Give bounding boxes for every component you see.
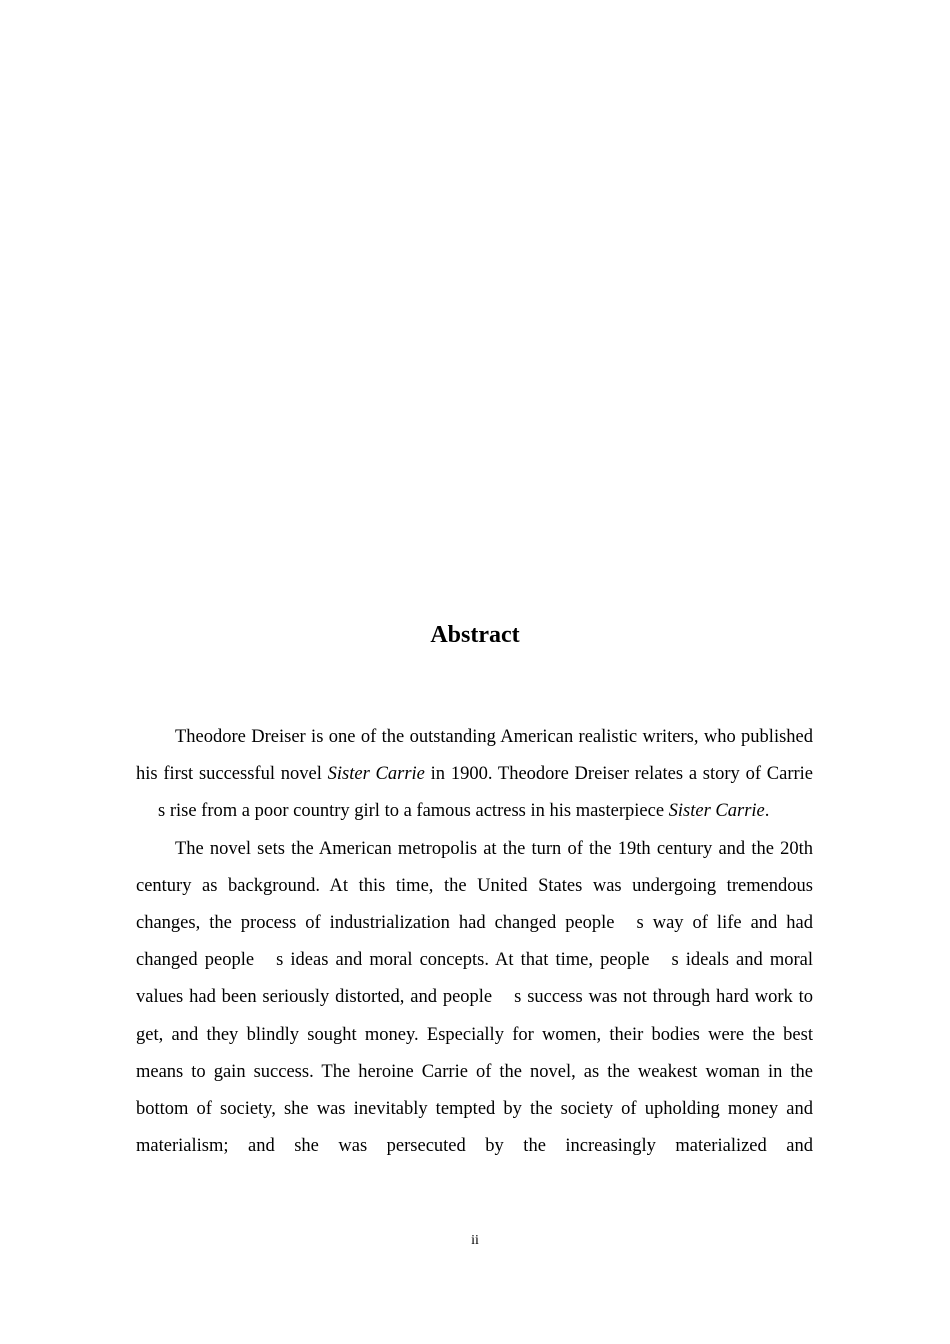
paragraph-2-text-1: The novel sets the American metropolis at the turn of the 19th century and the 20th century as background. At this time, the United States was undergoing tremendous changes, the process of industrialization had changed people (136, 838, 813, 934)
abstract-paragraph-2 (136, 831, 813, 1166)
paragraph-2-text-2: s way of life and had changed people (136, 913, 813, 971)
paragraph-1-text-1: Theodore Dreiser is one of the outstanding American realistic writers, who published his first successful novel (136, 727, 813, 785)
abstract-body (136, 719, 813, 1165)
paragraph-1-text-4: . (764, 801, 770, 822)
paragraph-2-text-4: s ideals and moral values had been seriously distorted, and people (136, 950, 813, 1008)
abstract-title: Abstract (430, 622, 520, 648)
paragraph-1-text-3: s rise from a poor country girl to a famous actress in his masterpiece (158, 801, 669, 822)
novel-title-italic: Sister Carrie (668, 801, 765, 822)
paragraph-2-text-5: s success was not through hard work to get, and they blindly sought money. Especially for women, their bodies were the best means to gain success. The heroine Carrie of the novel, as the weakest woman in the bottom of society, she was inevitably tempted by the society of upholding money and materialism; and she was persecuted by the increasingly materialized and (136, 987, 813, 1157)
paragraph-2-text-3: s ideas and moral concepts. At that time, people (276, 950, 650, 971)
abstract-paragraph-1 (136, 719, 813, 831)
page-number: ii (471, 1233, 479, 1248)
novel-title-italic: Sister Carrie (327, 764, 425, 785)
paragraph-1-text-2: in 1900. Theodore Dreiser relates a story of Carrie (424, 764, 813, 785)
